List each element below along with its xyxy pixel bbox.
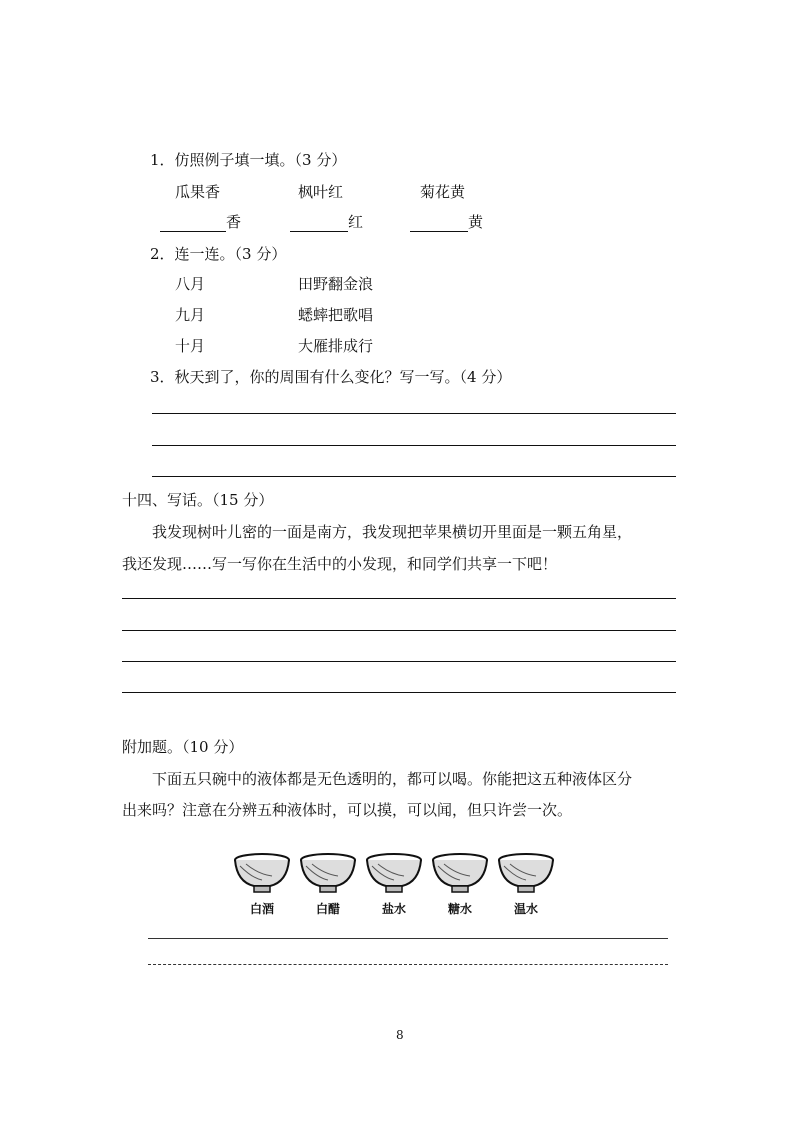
- q2-left-1[interactable]: 八月: [175, 275, 206, 293]
- q1-fill-char-3: 黄: [468, 213, 484, 231]
- bowl-3: [364, 852, 424, 922]
- section14-title: 十四、写话。（15 分）: [122, 491, 274, 509]
- page-number: 8: [396, 1028, 404, 1042]
- bonus-prompt-line-1: 下面五只碗中的液体都是无色透明的，都可以喝。你能把这五种液体区分: [152, 770, 633, 788]
- q1-example-3: 菊花黄: [420, 183, 466, 201]
- q3-answer-line-1[interactable]: [152, 413, 676, 414]
- q3-title: 3．秋天到了，你的周围有什么变化？写一写。（4 分）: [150, 368, 512, 386]
- bowl-label-1: 白酒: [249, 902, 274, 916]
- writing-line-1[interactable]: [122, 598, 676, 599]
- bonus-title: 附加题。（10 分）: [122, 738, 244, 756]
- bonus-prompt-line-2: 出来吗？注意在分辨五种液体时，可以摸，可以闻，但只许尝一次。: [122, 801, 573, 819]
- q1-blank-1[interactable]: [160, 215, 226, 232]
- bowl-label-3: 盐水: [381, 902, 406, 916]
- q1-example-2: 枫叶红: [298, 183, 344, 201]
- q1-fill-2[interactable]: [290, 212, 363, 232]
- bowl-icon: [364, 852, 424, 896]
- q3-answer-line-3[interactable]: [152, 476, 676, 477]
- writing-line-3[interactable]: [122, 661, 676, 662]
- bowl-icon: [430, 852, 490, 896]
- bowl-icon: [232, 852, 292, 896]
- q1-title: 1．仿照例子填一填。（3 分）: [150, 151, 347, 169]
- section14-prompt-line-2: 我还发现……写一写你在生活中的小发现，和同学们共享一下吧！: [122, 555, 558, 573]
- q2-title: 2．连一连。（3 分）: [150, 245, 287, 263]
- q1-blank-2[interactable]: [290, 215, 348, 232]
- bowl-2: [298, 852, 358, 922]
- q1-fill-1[interactable]: [160, 212, 241, 232]
- q2-right-2[interactable]: 蟋蟀把歌唱: [298, 306, 374, 324]
- bowl-icon: [496, 852, 556, 896]
- q3-answer-line-2[interactable]: [152, 445, 676, 446]
- bowl-icon: [298, 852, 358, 896]
- q1-fill-3[interactable]: [410, 212, 483, 232]
- q1-fill-char-1: 香: [226, 213, 242, 231]
- bonus-answer-line-2[interactable]: [148, 964, 668, 965]
- bowl-5: [496, 852, 556, 922]
- q1-blank-3[interactable]: [410, 215, 468, 232]
- bowl-4: [430, 852, 490, 922]
- q2-right-3[interactable]: 大雁排成行: [298, 337, 374, 355]
- bowl-label-4: 糖水: [447, 902, 472, 916]
- bonus-answer-line-1[interactable]: [148, 938, 668, 939]
- section14-prompt-line-1: 我发现树叶儿密的一面是南方，我发现把苹果横切开里面是一颗五角星，: [152, 523, 633, 541]
- writing-line-4[interactable]: [122, 692, 676, 693]
- q1-fill-char-2: 红: [348, 213, 364, 231]
- q2-left-3[interactable]: 十月: [175, 337, 206, 355]
- writing-line-2[interactable]: [122, 630, 676, 631]
- q2-right-1[interactable]: 田野翻金浪: [298, 275, 374, 293]
- q2-left-2[interactable]: 九月: [175, 306, 206, 324]
- q1-example-1: 瓜果香: [175, 183, 221, 201]
- bowl-label-5: 温水: [513, 902, 538, 916]
- bowl-label-2: 白醋: [315, 902, 340, 916]
- bowl-1: [232, 852, 292, 922]
